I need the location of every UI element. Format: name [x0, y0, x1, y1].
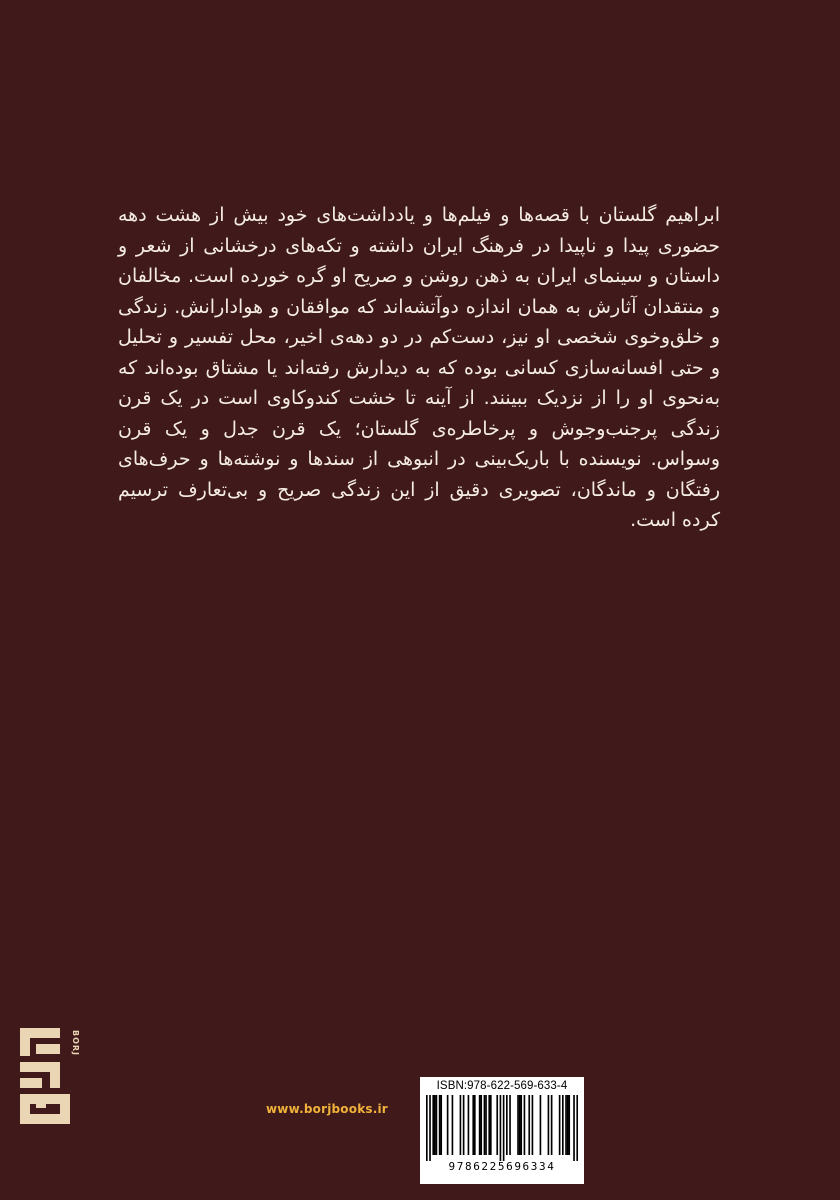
- barcode-bar: [485, 1095, 487, 1155]
- barcode-bar: [548, 1095, 550, 1155]
- barcode-bar: [479, 1095, 481, 1155]
- barcode-bar: [540, 1095, 542, 1155]
- barcode-bar: [468, 1095, 470, 1155]
- isbn-label: ISBN:978-622-569-633-4: [436, 1080, 568, 1092]
- barcode-digits: 9786225696334: [448, 1160, 556, 1173]
- barcode-bar: [474, 1095, 476, 1155]
- barcode-bar: [528, 1095, 530, 1155]
- isbn-barcode: [420, 1077, 584, 1184]
- barcode-bar: [484, 1095, 486, 1155]
- barcode-bar: [480, 1095, 482, 1155]
- barcode-bar: [568, 1095, 570, 1155]
- barcode-bar: [506, 1095, 508, 1155]
- barcode-bar: [519, 1095, 521, 1155]
- barcode-bar: [524, 1095, 526, 1155]
- barcode-bar: [559, 1095, 561, 1155]
- barcode-bar: [439, 1095, 441, 1155]
- barcode-bar: [472, 1095, 474, 1155]
- blurb-paragraph: ابراهیم گلستان با قصه‌ها و فیلم‌ها و یادداشت‌های خود بیش از هشت دهه حضوری پیدا و ناپیدا در فرهنگ ایران داشته و تکه‌های درخشانی از شعر و داستان و سینمای ایران به ذهن روشن و صریح او گره خورده است. مخالفان و منتقدان آثارش به همان اندازه دوآتشه‌اند که موافقان و هوادارانش. زندگی و خلق‌وخوی شخصی او نیز، دست‌کم در دو دهه‌ی اخیر، محل تفسیر و تحلیل و حتی افسانه‌سازی کسانی بوده که به دیدارش رفته‌اند یا مشتاق بوده‌اند که به‌نحوی او را از نزدیک ببینند. از آینه تا خشت کندوکاوی است در یک قرن زندگی پرجنب‌وجوش و پرخاطره‌ی گلستان؛ یک قرن جدل و یک قرن وسواس. نویسنده با باریک‌بینی در انبوهی از سندها و نوشته‌ها و حرف‌های رفتگان و ماندگان، تصویری دقیق از این زندگی صریح و بی‌تعارف ترسیم کرده است.: [118, 204, 720, 531]
- barcode-bar: [460, 1095, 462, 1155]
- barcode-bar: [551, 1095, 553, 1155]
- barcode-bar: [490, 1095, 492, 1155]
- barcode-bar: [440, 1095, 442, 1155]
- barcode-bar: [447, 1095, 449, 1155]
- barcode-bar: [496, 1095, 498, 1155]
- barcode-bar: [463, 1095, 465, 1155]
- barcode-bar: [567, 1095, 569, 1155]
- barcode-guard-bar: [573, 1095, 575, 1161]
- barcode-guard-bar: [503, 1095, 505, 1161]
- barcode-bars: [426, 1095, 578, 1161]
- barcode-bar: [488, 1095, 490, 1155]
- barcode-guard-bar: [500, 1095, 502, 1161]
- barcode-bar: [562, 1095, 564, 1155]
- barcode-guard-bar: [429, 1095, 431, 1161]
- barcode-bar: [517, 1095, 519, 1155]
- barcode-bar: [532, 1095, 534, 1155]
- barcode-bar: [436, 1095, 438, 1155]
- publisher-logo: [20, 1028, 80, 1124]
- barcode-bar: [565, 1095, 567, 1155]
- publisher-website[interactable]: www.borjbooks.ir: [266, 1102, 388, 1116]
- logo-wordmark: BORJ: [71, 1030, 80, 1057]
- barcode-bar: [432, 1095, 434, 1155]
- barcode-bar: [509, 1095, 511, 1155]
- barcode-bar: [520, 1095, 522, 1155]
- barcode-bar: [434, 1095, 436, 1155]
- barcode-guard-bar: [576, 1095, 578, 1161]
- barcode-guard-bar: [426, 1095, 428, 1161]
- back-cover-blurb: [118, 200, 720, 536]
- barcode-bar: [452, 1095, 454, 1155]
